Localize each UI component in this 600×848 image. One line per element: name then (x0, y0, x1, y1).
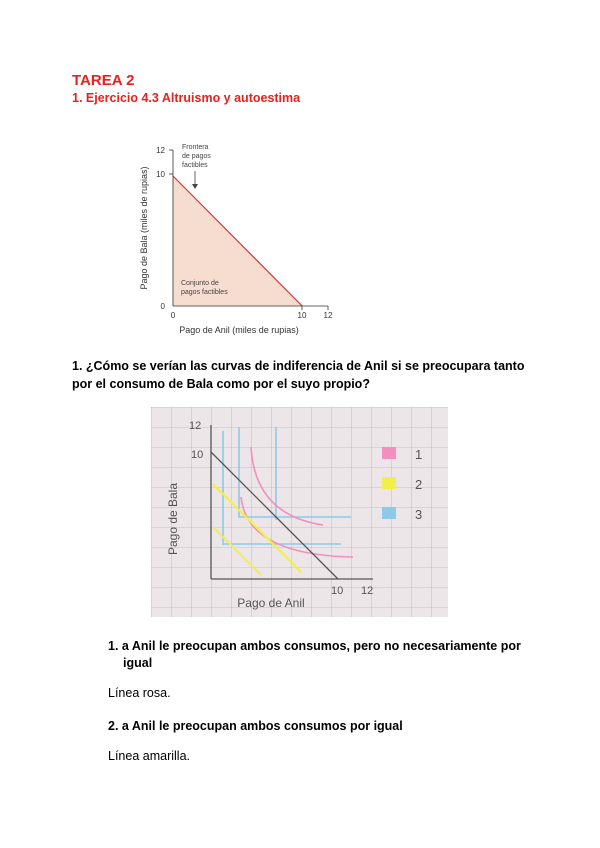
y-tick-label-0: 0 (160, 302, 165, 311)
answer-2-heading: 2. a Anil le preocupan ambos consumos por igual (108, 719, 403, 733)
photo-x-tick-12: 12 (361, 585, 374, 597)
frontier-annotation-3: factibles (182, 162, 208, 169)
legend-swatch-pink (382, 447, 396, 459)
photo-y-tick-10: 10 (191, 449, 204, 461)
photo-x-axis-label: Pago de Anil (237, 596, 305, 610)
x-tick-label-12: 12 (323, 311, 333, 320)
legend-label-1: 1 (415, 447, 423, 462)
exercise-subtitle: 1. Ejercicio 4.3 Altruismo y autoestima (72, 91, 301, 105)
legend-label-2: 2 (415, 477, 423, 492)
page-title: TAREA 2 (72, 72, 135, 89)
frontier-arrowhead (192, 184, 198, 189)
y-axis-label: Pago de Bala (miles de rupias) (139, 166, 149, 290)
y-tick-label-10: 10 (156, 170, 165, 179)
photo-x-tick-10: 10 (331, 585, 344, 597)
y-tick-label-12: 12 (156, 146, 165, 155)
legend-swatch-yellow (382, 477, 396, 489)
photo-grid (151, 407, 448, 617)
legend-swatch-blue (382, 507, 396, 519)
frontier-annotation-2: de pagos (182, 153, 211, 160)
feasible-set-annotation-2: pagos factibles (181, 289, 228, 296)
legend-label-3: 3 (415, 507, 423, 522)
question-text: 1. ¿Cómo se verían las curvas de indiferencia de Anil si se preocupara tanto por el consumo de Bala como por el suyo propio? (72, 359, 525, 391)
x-tick-label-10: 10 (297, 311, 307, 320)
feasible-frontier-chart (130, 138, 340, 343)
answer-1-heading: 1. a Anil le preocupan ambos consumos, pero no necesariamente por igual (108, 639, 521, 670)
x-tick-label-0: 0 (170, 311, 176, 320)
photo-y-tick-12: 12 (189, 420, 202, 432)
x-axis-label: Pago de Anil (miles de rupias) (179, 325, 299, 335)
frontier-annotation-1: Frontera (182, 144, 209, 151)
answer-2-body: Línea amarilla. (108, 749, 190, 763)
hand-drawn-graph-photo (151, 407, 448, 617)
answer-1-body: Línea rosa. (108, 686, 171, 700)
photo-y-axis-label: Pago de Bala (166, 482, 180, 556)
feasible-set-annotation-1: Conjunto de (181, 280, 219, 287)
